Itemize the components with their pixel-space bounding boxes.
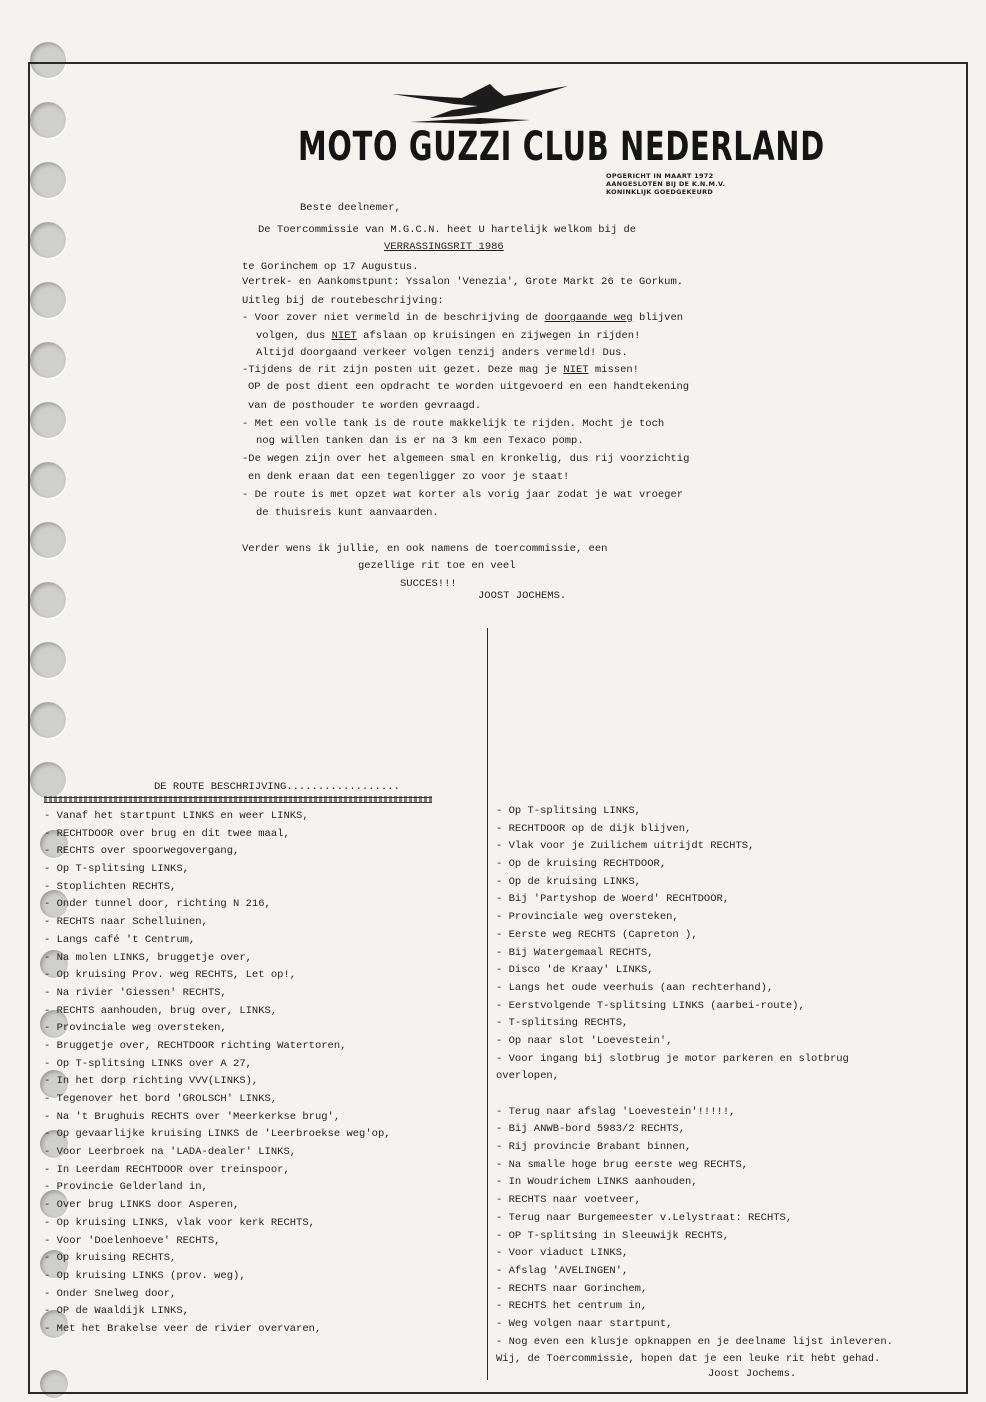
route-step: - Op de kruising LINKS,	[496, 875, 641, 888]
place-date: te Gorinchem op 17 Augustus.	[242, 261, 419, 273]
route-step: - Op gevaarlijke kruising LINKS de 'Leerbroekse weg'op,	[44, 1128, 391, 1141]
route-step: - Op T-splitsing LINKS,	[496, 805, 641, 817]
route-step: - Vlak voor je Zuilichem uitrijdt RECHTS,	[496, 840, 755, 853]
welcome-text: De Toercommissie van M.G.C.N. heet U hartelijk welkom bij de	[258, 224, 637, 236]
route-step: - Op kruising RECHTS,	[44, 1252, 177, 1265]
route-list-right	[496, 805, 893, 1371]
route-step: - Op kruising LINKS, vlak voor kerk RECHTS,	[44, 1216, 315, 1229]
route-step: overlopen,	[496, 1070, 560, 1083]
route-step: - Rij provincie Brabant binnen,	[496, 1141, 692, 1154]
bullet-line: van de posthouder te worden gevraagd.	[248, 400, 482, 412]
route-step: - OP T-splitsing in Sleeuwijk RECHTS,	[496, 1229, 730, 1242]
route-step: - Bij ANWB-bord 5983/2 RECHTS,	[496, 1123, 686, 1136]
closing-text: Verder wens ik jullie, en ook namens de toercommissie, een	[242, 543, 608, 555]
bullet-line: -De wegen zijn over het algemeen smal en kronkelig, dus rij voorzichtig	[242, 453, 690, 465]
route-step: - Op kruising LINKS (prov. weg),	[44, 1269, 246, 1282]
route-step: - Bij 'Partyshop de Woerd' RECHTDOOR,	[496, 893, 730, 906]
route-step: - Voor Leerbroek na 'LADA-dealer' LINKS,	[44, 1146, 297, 1159]
route-step: - Met het Brakelse veer de rivier overvaren,	[44, 1322, 322, 1335]
success-text: SUCCES!!!	[400, 578, 457, 590]
route-step: - RECHTS het centrum in,	[496, 1300, 648, 1313]
route-step: - Eerste weg RECHTS (Capreton ),	[496, 928, 698, 941]
club-title: MOTO GUZZI CLUB NEDERLAND	[298, 124, 825, 170]
route-step: - Op T-splitsing LINKS,	[44, 863, 189, 876]
column-divider	[487, 628, 488, 1380]
event-title: VERRASSINGSRIT 1986	[384, 241, 504, 253]
route-step: - Tegenover het bord 'GROLSCH' LINKS,	[44, 1093, 278, 1105]
route-step	[496, 1088, 893, 1106]
bullet-line: -Tijdens de rit zijn posten uit gezet. Deze mag je NIET missen!	[242, 364, 639, 376]
route-step: - Langs café 't Centrum,	[44, 933, 196, 946]
bullet-line: - Met een volle tank is de route makkelijk te rijden. Mocht je toch	[242, 418, 665, 430]
route-step: - Voor viaduct LINKS,	[496, 1247, 629, 1260]
route-step: - Na rivier 'Giessen' RECHTS,	[44, 986, 227, 999]
route-step: - Na molen LINKS, bruggetje over,	[44, 951, 252, 964]
route-step: - Voor 'Doelenhoeve' RECHTS,	[44, 1234, 221, 1247]
route-step: - Terug naar afslag 'Loevestein'!!!!!,	[496, 1105, 736, 1118]
bullet-line: - Voor zover niet vermeld in de beschrijving de doorgaande weg blijven	[242, 312, 684, 324]
route-step: - Langs het oude veerhuis (aan rechterhand),	[496, 981, 774, 994]
bullet-line: nog willen tanken dan is er na 3 km een Texaco pomp.	[256, 435, 584, 447]
route-step: - Afslag 'AVELINGEN',	[496, 1264, 629, 1277]
route-step: - Weg volgen naar startpunt,	[496, 1317, 673, 1330]
greeting: Beste deelnemer,	[300, 202, 401, 214]
route-step: - Over brug LINKS door Asperen,	[44, 1199, 240, 1212]
route-step: - Provinciale weg oversteken,	[496, 911, 679, 924]
route-step: - Na 't Brughuis RECHTS over 'Meerkerkse brug',	[44, 1110, 341, 1123]
route-step: - In Woudrichem LINKS aanhouden,	[496, 1176, 698, 1189]
route-step: - Na smalle hoge brug eerste weg RECHTS,	[496, 1158, 749, 1171]
route-step: - T-splitsing RECHTS,	[496, 1017, 629, 1030]
route-step: - OP de Waaldijk LINKS,	[44, 1305, 189, 1318]
explanation-heading: Uitleg bij de routebeschrijving:	[242, 295, 444, 307]
double-rule-dashes	[44, 796, 432, 802]
eagle-logo-icon	[390, 82, 570, 128]
route-step: - RECHTS naar voetveer,	[496, 1194, 641, 1207]
route-step: - RECHTS naar Gorinchem,	[496, 1282, 648, 1295]
signature: Joost Jochems.	[708, 1368, 797, 1380]
route-step: - Provincie Gelderland in,	[44, 1181, 208, 1194]
route-step: - Eerstvolgende T-splitsing LINKS (aarbei-route),	[496, 999, 805, 1012]
route-step: - Bruggetje over, RECHTDOOR richting Watertoren,	[44, 1039, 347, 1052]
route-step: - Provinciale weg oversteken,	[44, 1022, 227, 1035]
founded-note: OPGERICHT IN MAART 1972 AANGESLOTEN BIJ DE K.N.M.V. KONINKLIJK GOEDGEKEURD	[606, 172, 726, 196]
route-step: - Onder tunnel door, richting N 216,	[44, 898, 271, 911]
start-point: Vertrek- en Aankomstpunt: Yssalon 'Venezia', Grote Markt 26 te Gorkum.	[242, 276, 684, 288]
bullet-line: de thuisreis kunt aanvaarden.	[256, 507, 439, 519]
route-step: - In het dorp richting VVV(LINKS),	[44, 1075, 259, 1088]
route-step: - RECHTDOOR op de dijk blijven,	[496, 822, 692, 835]
route-step: - Disco 'de Kraay' LINKS,	[496, 964, 654, 977]
route-step: - Bij Watergemaal RECHTS,	[496, 946, 654, 959]
route-list-left	[44, 810, 391, 1341]
closing-text: gezellige rit toe en veel	[358, 560, 516, 572]
route-heading: DE ROUTE BESCHRIJVING..................	[154, 781, 400, 793]
route-step: - In Leerdam RECHTDOOR over treinspoor,	[44, 1163, 290, 1176]
signed-name: JOOST JOCHEMS.	[478, 590, 567, 602]
route-step: - Vanaf het startpunt LINKS en weer LINKS,	[44, 810, 309, 822]
route-step: - Onder Snelweg door,	[44, 1287, 177, 1300]
route-step: - Op naar slot 'Loevestein',	[496, 1034, 673, 1047]
route-step: - Op T-splitsing LINKS over A 27,	[44, 1057, 252, 1070]
bullet-line: en denk eraan dat een tegenligger zo voor je staat!	[248, 471, 570, 483]
route-step: - Op kruising Prov. weg RECHTS, Let op!,	[44, 969, 297, 982]
bullet-line: volgen, dus NIET afslaan op kruisingen en zijwegen in rijden!	[256, 330, 641, 342]
route-step: - Stoplichten RECHTS,	[44, 880, 177, 893]
bullet-line: - De route is met opzet wat korter als vorig jaar zodat je wat vroeger	[242, 489, 684, 501]
route-step: - Terug naar Burgemeester v.Lelystraat: RECHTS,	[496, 1211, 793, 1224]
route-step: - Voor ingang bij slotbrug je motor parkeren en slotbrug	[496, 1052, 849, 1065]
route-step: - Op de kruising RECHTDOOR,	[496, 858, 667, 871]
bullet-line: Altijd doorgaand verkeer volgen tenzij anders vermeld! Dus.	[256, 347, 628, 359]
route-step: - Nog even een klusje opknappen en je deelname lijst inleveren.	[496, 1335, 893, 1348]
route-step: - RECHTDOOR over brug en dit twee maal,	[44, 827, 290, 840]
route-step: - RECHTS over spoorwegovergang,	[44, 845, 240, 858]
bullet-line: OP de post dient een opdracht te worden uitgevoerd en een handtekening	[248, 381, 690, 393]
route-step: - RECHTS aanhouden, brug over, LINKS,	[44, 1004, 278, 1017]
route-step: Wij, de Toercommissie, hopen dat je een leuke rit hebt gehad.	[496, 1353, 881, 1366]
route-step: - RECHTS naar Schelluinen,	[44, 916, 208, 929]
